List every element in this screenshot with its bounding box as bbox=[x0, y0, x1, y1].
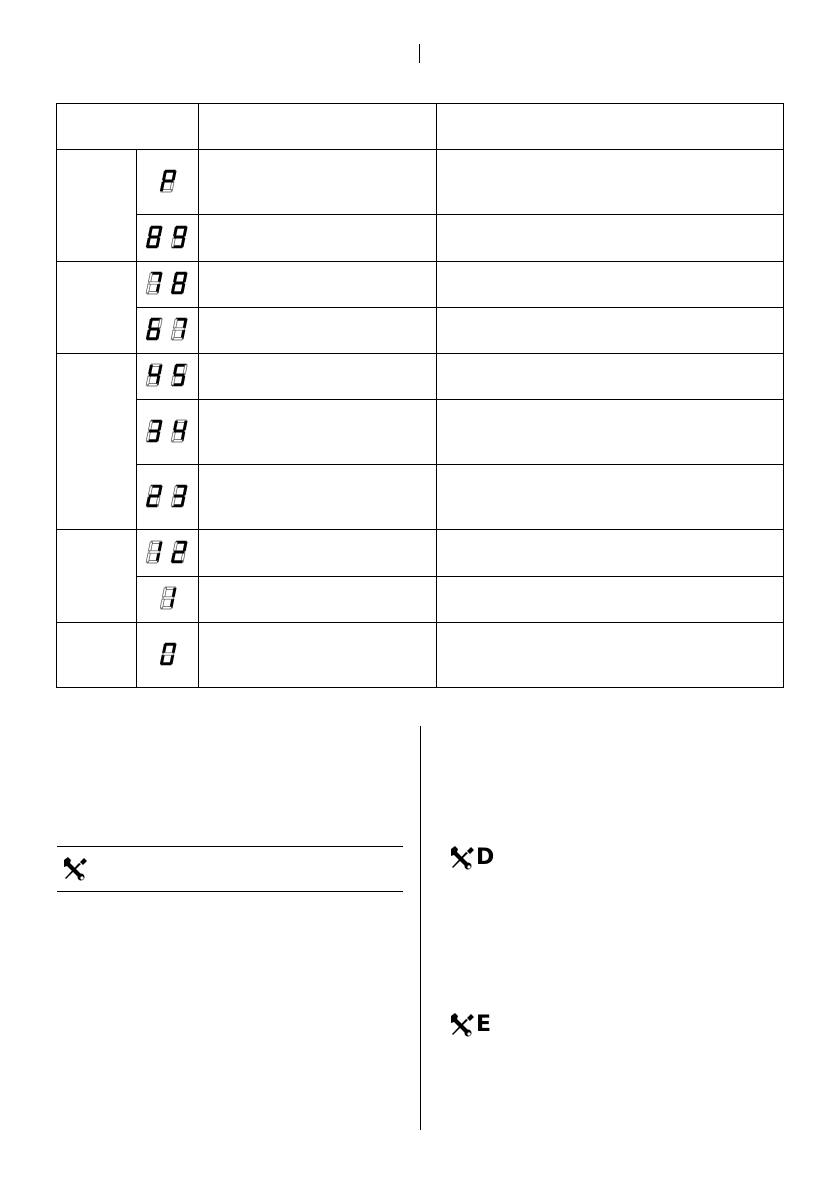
seven-segment-display bbox=[143, 483, 193, 511]
column-divider bbox=[420, 726, 421, 1130]
segment-lit bbox=[162, 644, 166, 653]
segment-lit bbox=[173, 227, 177, 236]
segment-unlit bbox=[148, 282, 158, 284]
option-letter: D bbox=[476, 845, 495, 870]
description-cell bbox=[199, 400, 437, 465]
description-cell bbox=[199, 215, 437, 261]
display-cell bbox=[137, 261, 199, 307]
segment-unlit bbox=[148, 273, 152, 282]
table-row bbox=[57, 150, 784, 215]
table-row bbox=[57, 215, 784, 261]
table-row bbox=[57, 307, 784, 353]
segment-lit bbox=[148, 227, 152, 236]
note-rule-bottom bbox=[57, 891, 403, 892]
table-row bbox=[57, 530, 784, 576]
group-label bbox=[57, 353, 137, 530]
seven-segment-display bbox=[155, 641, 181, 669]
table-row bbox=[57, 400, 784, 465]
seven-segment-display bbox=[155, 168, 181, 196]
description-cell bbox=[199, 150, 437, 215]
segment-lit bbox=[173, 430, 183, 432]
description-cell bbox=[199, 261, 437, 307]
option-e-symbol bbox=[449, 1012, 499, 1038]
group-label bbox=[57, 150, 137, 261]
segment-unlit bbox=[148, 551, 158, 553]
segment-lit bbox=[173, 374, 183, 376]
segment-unlit bbox=[148, 542, 152, 551]
table-row bbox=[57, 576, 784, 622]
header-cell-notes bbox=[437, 104, 784, 150]
segment-unlit bbox=[162, 588, 166, 597]
description-cell bbox=[199, 353, 437, 399]
header-divider bbox=[419, 44, 420, 63]
wrench-screwdriver-icon bbox=[449, 1012, 499, 1038]
display-cell bbox=[137, 353, 199, 399]
notes-cell bbox=[437, 307, 784, 353]
notes-cell bbox=[437, 353, 784, 399]
segment-lit bbox=[162, 171, 166, 180]
display-cell bbox=[137, 215, 199, 261]
table-row bbox=[57, 353, 784, 399]
notes-cell bbox=[437, 400, 784, 465]
segment-lit bbox=[173, 551, 183, 553]
option-d-symbol bbox=[449, 845, 499, 871]
seven-segment-display bbox=[143, 224, 193, 252]
notes-cell bbox=[437, 215, 784, 261]
header-cell-setting bbox=[57, 104, 199, 150]
option-letter: E bbox=[476, 1012, 492, 1037]
segment-unlit bbox=[173, 542, 177, 551]
segment-unlit bbox=[148, 486, 152, 495]
note-rule-top bbox=[57, 846, 403, 847]
segment-lit bbox=[148, 374, 158, 376]
table-header-row bbox=[57, 104, 784, 150]
segment-lit bbox=[162, 180, 172, 182]
display-cell bbox=[137, 576, 199, 622]
display-cell bbox=[137, 622, 199, 687]
notes-cell bbox=[437, 576, 784, 622]
notes-cell bbox=[437, 150, 784, 215]
segment-unlit bbox=[173, 486, 177, 495]
notes-cell bbox=[437, 261, 784, 307]
description-cell bbox=[199, 307, 437, 353]
display-cell bbox=[137, 465, 199, 530]
group-label bbox=[57, 622, 137, 687]
seven-segment-display bbox=[143, 539, 193, 567]
segment-lit bbox=[173, 365, 177, 374]
display-cell bbox=[137, 400, 199, 465]
notes-cell bbox=[437, 622, 784, 687]
segment-lit bbox=[148, 495, 158, 497]
display-cell bbox=[137, 530, 199, 576]
segment-lit bbox=[148, 319, 152, 328]
segment-lit bbox=[173, 282, 183, 284]
table-row bbox=[57, 622, 784, 687]
segment-lit bbox=[148, 365, 152, 374]
description-cell bbox=[199, 465, 437, 530]
segment-lit bbox=[173, 421, 177, 430]
table-row bbox=[57, 261, 784, 307]
segment-lit bbox=[148, 328, 158, 330]
seven-segment-display bbox=[155, 585, 181, 613]
description-cell bbox=[199, 530, 437, 576]
segment-lit bbox=[148, 236, 158, 238]
segment-lit bbox=[148, 430, 158, 432]
segment-lit bbox=[173, 273, 177, 282]
segment-unlit bbox=[162, 653, 172, 655]
wrench-screwdriver-icon bbox=[62, 856, 88, 882]
group-label bbox=[57, 261, 137, 353]
segment-unlit bbox=[173, 319, 177, 328]
settings-table bbox=[56, 103, 784, 688]
seven-segment-display bbox=[143, 418, 193, 446]
table-row bbox=[57, 465, 784, 530]
segment-unlit bbox=[162, 597, 172, 599]
segment-lit bbox=[173, 495, 183, 497]
group-label bbox=[57, 530, 137, 622]
header-cell-description bbox=[199, 104, 437, 150]
segment-unlit bbox=[148, 421, 152, 430]
description-cell bbox=[199, 576, 437, 622]
display-cell bbox=[137, 150, 199, 215]
seven-segment-display bbox=[143, 362, 193, 390]
segment-unlit bbox=[173, 328, 183, 330]
seven-segment-display bbox=[143, 270, 193, 298]
segment-lit bbox=[173, 236, 183, 238]
notes-cell bbox=[437, 530, 784, 576]
notes-cell bbox=[437, 465, 784, 530]
display-cell bbox=[137, 307, 199, 353]
description-cell bbox=[199, 622, 437, 687]
seven-segment-display bbox=[143, 316, 193, 344]
